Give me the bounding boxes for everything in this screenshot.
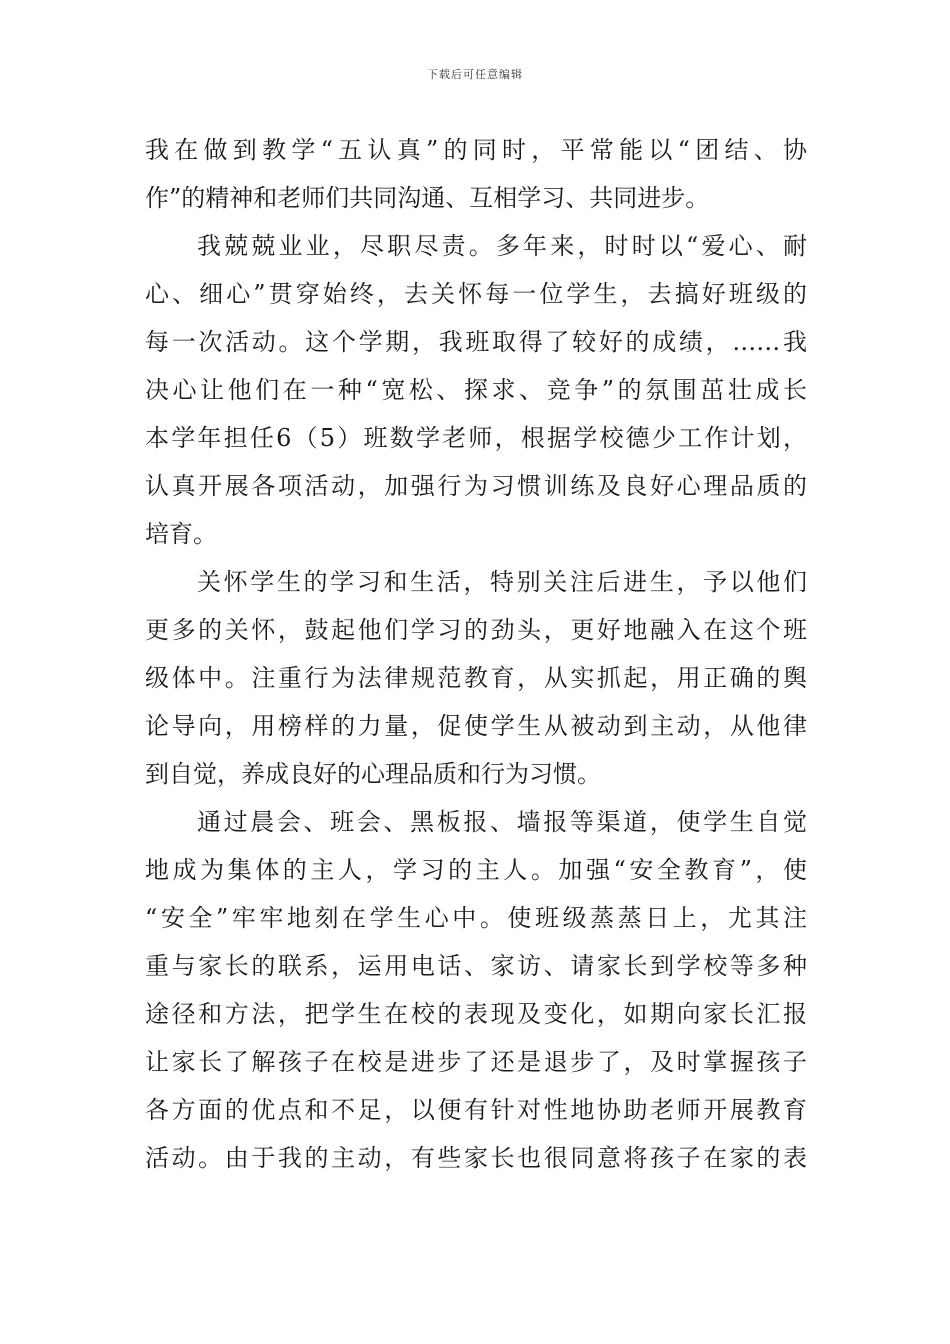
text-line: 重与家长的联系，运用电话、家访、请家长到学校等多种	[145, 952, 807, 980]
text-line: 决心让他们在一种“宽松、探求、竞争”的氛围茁壮成长	[145, 376, 807, 404]
text-line: 我在做到教学“五认真”的同时，平常能以“团结、协	[145, 136, 807, 164]
text-line: 本学年担任6（5）班数学老师，根据学校德少工作计划，	[145, 424, 807, 452]
document-body	[145, 130, 807, 1186]
text-line: 作”的精神和老师们共同沟通、互相学习、共同进步。	[145, 184, 710, 212]
paragraph	[145, 226, 807, 562]
text-line: 论导向，用榜样的力量，促使学生从被动到主动，从他律	[145, 712, 807, 740]
text-line: 通过晨会、班会、黑板报、墙报等渠道，使学生自觉	[197, 808, 807, 836]
text-line: 认真开展各项活动，加强行为习惯训练及良好心理品质的	[145, 472, 807, 500]
text-line: 活动。由于我的主动，有些家长也很同意将孩子在家的表	[145, 1144, 807, 1172]
text-line: 心、细心”贯穿始终，去关怀每一位学生，去搞好班级的	[145, 280, 807, 308]
text-line: 地成为集体的主人，学习的主人。加强“安全教育”，使	[145, 856, 807, 884]
text-line: 途径和方法，把学生在校的表现及变化，如期向家长汇报	[145, 1000, 807, 1028]
text-line: 让家长了解孩子在校是进步了还是退步了，及时掌握孩子	[145, 1048, 807, 1076]
text-line: 培育。	[145, 520, 217, 548]
text-line: 更多的关怀，鼓起他们学习的劲头，更好地融入在这个班	[145, 616, 807, 644]
text-line: 每一次活动。这个学期，我班取得了较好的成绩，……我	[145, 328, 807, 356]
text-line: 到自觉，养成良好的心理品质和行为习惯。	[145, 760, 601, 788]
paragraph	[145, 130, 807, 226]
paragraph	[145, 802, 807, 1186]
page-header-note: 下载后可任意编辑	[427, 68, 523, 81]
text-line: 关怀学生的学习和生活，特别关注后进生，予以他们	[197, 568, 807, 596]
text-line: 我兢兢业业，尽职尽责。多年来，时时以“爱心、耐	[197, 232, 807, 260]
text-line: 级体中。注重行为法律规范教育，从实抓起，用正确的舆	[145, 664, 807, 692]
text-line: “安全”牢牢地刻在学生心中。使班级蒸蒸日上，尤其注	[145, 904, 807, 932]
text-line: 各方面的优点和不足，以便有针对性地协助老师开展教育	[145, 1096, 807, 1124]
paragraph	[145, 562, 807, 802]
